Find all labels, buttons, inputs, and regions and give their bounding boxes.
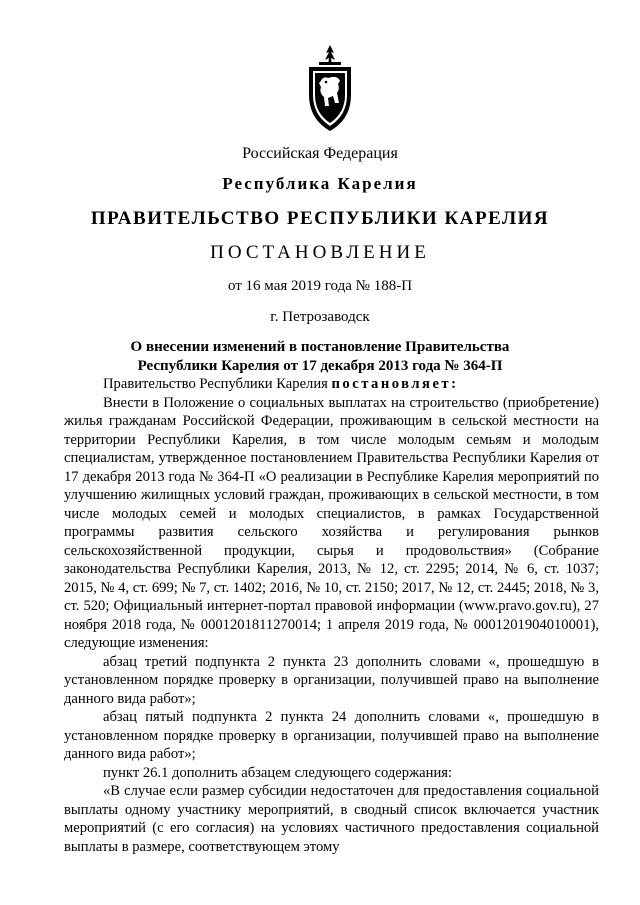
paragraph-2: абзац третий подпункта 2 пункта 23 дополнить словами «, прошедшую в установленном порядке проверку в организации, получившей право на выполнение данного вида работ»;	[64, 653, 599, 707]
document-body	[64, 375, 599, 856]
federation-title: Российская Федерация	[242, 145, 398, 162]
intro-text: Правительство Республики Карелия	[103, 376, 332, 392]
document-city: г. Петрозаводск	[270, 309, 370, 325]
intro-paragraph	[64, 375, 599, 394]
republic-title: Республика Карелия	[222, 174, 418, 193]
government-title: ПРАВИТЕЛЬСТВО РЕСПУБЛИКИ КАРЕЛИЯ	[90, 208, 550, 229]
document-type: ПОСТАНОВЛЕНИЕ	[210, 242, 430, 263]
subject-line-1: О внесении изменений в постановление Правительства	[130, 339, 510, 355]
paragraph-5: «В случае если размер субсидии недостаточен для предоставления социальной выплаты одному участнику мероприятий, в сводный список включается участник мероприятий (с его согласия) на условиях частичного предоставления социальной выплаты в размере, соответствующем этому	[64, 783, 599, 855]
document-subject	[0, 338, 640, 376]
intro-decree-word: постановляет:	[331, 376, 459, 392]
document-date-number: от 16 мая 2019 года № 188-П	[227, 278, 413, 294]
paragraph-1: Внести в Положение о социальных выплатах на строительство (приобретение) жилья гражданам Российской Федерации, проживающим в сельской местности на территории Республики Карелия, в том числе молодым семьям и молодым специалистам, утвержденное постановлением Правительства Республики Карелия от 17 декабря 2013 года № 364-П «О реализации в Республике Карелия мероприятий по улучшению жилищных условий граждан, проживающих в сельской местности, в том числе молодых семей и молодых специалистов, в рамках Государственной программы развития сельского хозяйства и регулирования рынков сельскохозяйственной продукции, сырья и продовольствия» (Собрание законодательства Республики Карелия, 2013, № 12, ст. 2295; 2014, № 6, ст. 1037; 2015, № 4, ст. 699; № 7, ст. 1402; 2016, № 10, ст. 2150; 2017, № 12, ст. 2445; 2018, № 3, ст. 520; Официальный интернет-портал правовой информации (www.pravo.gov.ru), 27 ноября 2018 года, № 0001201811270014; 1 апреля 2019 года, № 0001201904010001), следующие изменения:	[64, 394, 599, 651]
paragraph-4: пункт 26.1 дополнить абзацем следующего содержания:	[103, 764, 453, 781]
subject-line-2: Республики Карелия от 17 декабря 2013 года № 364-П	[137, 358, 503, 374]
paragraph-3: абзац пятый подпункта 2 пункта 24 дополнить словами «, прошедшую в установленном порядке проверку в организации, получившей право на выполнение данного вида работ»;	[64, 709, 599, 762]
karelia-coat-of-arms-emblem	[301, 43, 359, 133]
